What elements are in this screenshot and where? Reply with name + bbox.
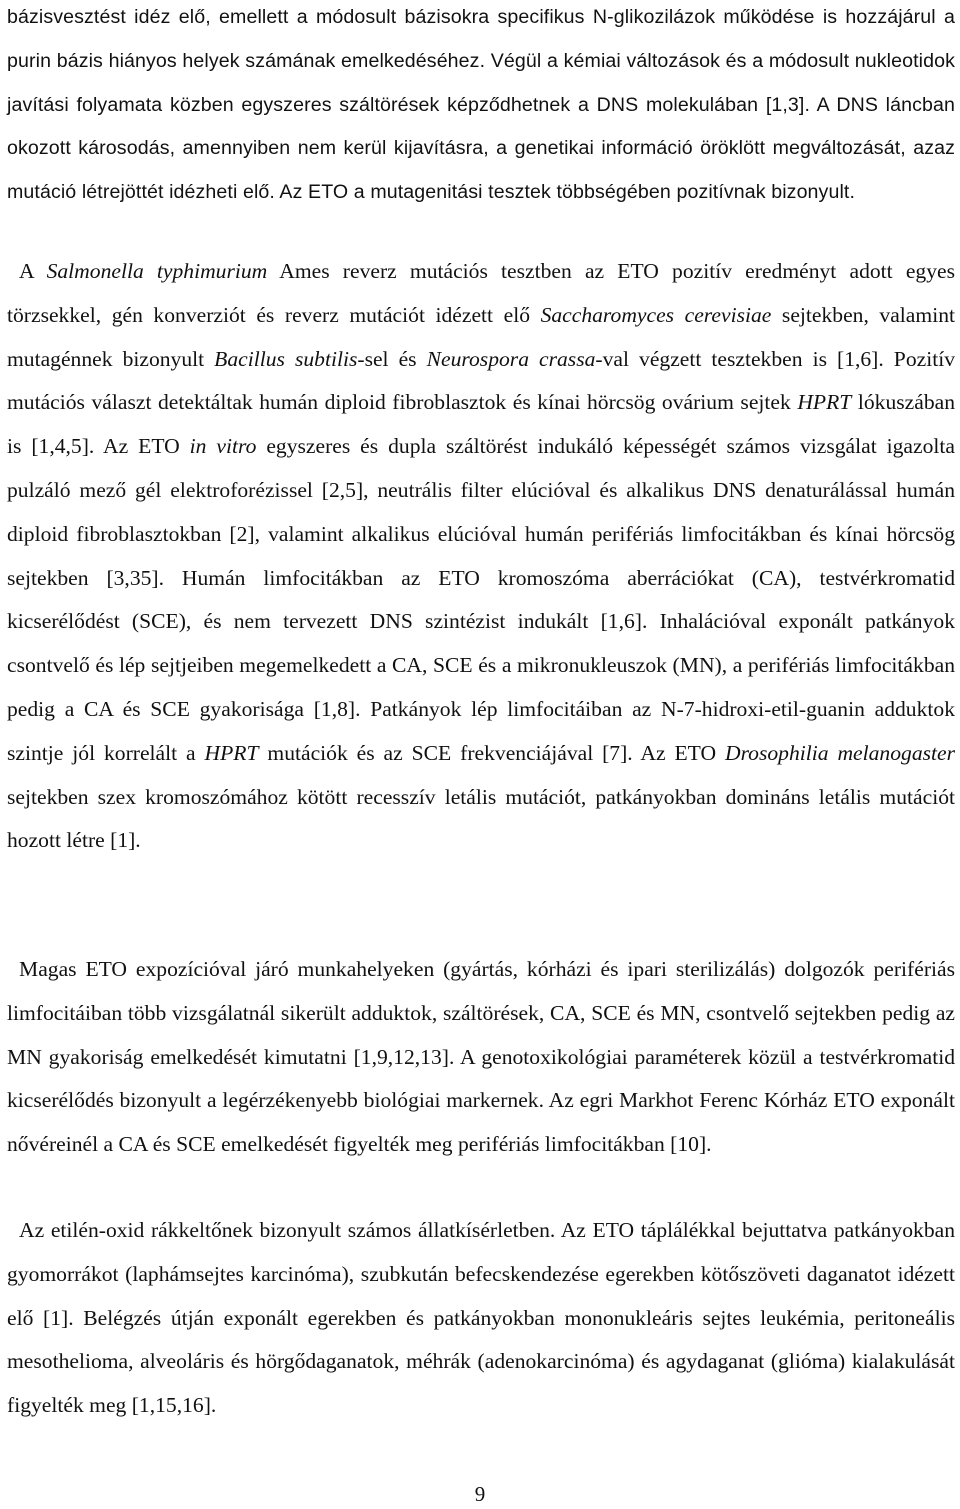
text-segment: egyszeres és dupla száltörést indukáló képességét számos vizsgálat igazolta pulzáló mező gél elektroforézissel [2,5], neutrális filter elúcióval és alkalikus DNS denaturálással humán diploid fibroblasztokban [2], valamint alkalikus elúcióval humán perifériás limfocitákban és kínai hörcsög sejtekben [3,35]. Humán limfocitákban az ETO kromoszóma aberrációkat (CA), testvérkromatid kicserélődést (SCE), és nem tervezett DNS szintézist indukált [1,6]. Inhalációval exponált patkányok csontvelő és lép sejtjeiben megemelkedett a CA, SCE és a mikronukleuszok (MN), a perifériás limfocitákban pedig a CA és SCE gyakorisága [1,8]. Patkányok lép limfocitáiban az N-7-hidroxi-etil-guanin adduktok szintje jól korrelált a xyxy=(7,434,955,765)
paragraph-4-text: Az etilén-oxid rákkeltőnek bizonyult számos állatkísérletben. Az ETO táplálékkal bejuttatva patkányokban gyomorrákot (laphámsejtes karcinóma), szubkután befecskendezése egerekben kötőszöveti daganatot idézett elő [1]. Belégzés útján exponált egerekben és patkányokban mononukleáris sejtes leukémia, peritoneális mesothelioma, alveoláris és hörgődaganatok, méhrák (adenokarcinóma) és agydaganat (glióma) kialakulását figyelték meg [1,15,16]. xyxy=(7,1218,955,1418)
text-segment: -val végzett tesztekben is [1,6]. Pozitív mutációs választ detektáltak humán diploid fibroblasztok és kínai hörcsög ovárium sejtek xyxy=(7,346,955,415)
species-name: Drosophilia melanogaster xyxy=(724,740,956,765)
gene-name: HPRT xyxy=(797,390,852,415)
text-segment: sejtekben szex kromoszómához kötött recesszív letális mutációt, patkányokban domináns letális mutációt hozott létre [1]. xyxy=(7,784,955,853)
latin-term: in vitro xyxy=(189,434,257,459)
species-name: Saccharomyces cerevisiae xyxy=(540,302,772,327)
paragraph-4 xyxy=(7,1209,955,1428)
paragraph-3-text: Magas ETO expozícióval járó munkahelyeken (gyártás, kórházi és ipari sterilizálás) dolgozók perifériás limfocitáiban több vizsgálatnál sikerült adduktok, száltörések, CA, SCE és MN, csontvelő sejtekben pedig az MN gyakoriság emelkedését kimutatni [1,9,12,13]. A genotoxikológiai paraméterek közül a testvérkromatid kicserélődés bizonyult a legérzékenyebb biológiai markernek. Az egri Markhot Ferenc Kórház ETO exponált nővéreinél a CA és SCE emelkedését figyelték meg perifériás limfocitákban [10]. xyxy=(7,957,955,1157)
text-segment: mutációk és az SCE frekvenciájával [7]. Az ETO xyxy=(258,740,725,765)
paragraph-1 xyxy=(7,0,955,215)
text-segment: A xyxy=(19,259,47,283)
species-name: Salmonella typhimurium xyxy=(46,259,268,283)
text-segment: Ames reverz mutációs tesztben az ETO pozitív eredményt adott egyes törzsekkel, gén konverziót és reverz mutációt idézett elő xyxy=(7,259,955,327)
text-segment: lókuszában is [1,4,5]. Az ETO xyxy=(7,390,955,459)
gene-name: HPRT xyxy=(204,740,259,765)
paragraph-2 xyxy=(7,250,955,863)
text-segment: sejtekben, valamint mutagénnek bizonyult xyxy=(7,302,955,371)
page-number: 9 xyxy=(474,1482,486,1506)
paragraph-3 xyxy=(7,948,955,1167)
species-name: Neurospora crassa xyxy=(426,346,596,371)
paragraph-1-text: bázisvesztést idéz elő, emellett a módosult bázisokra specifikus N-glikozilázok működése is hozzájárul a purin bázis hiányos helyek számának emelkedéséhez. Végül a kémiai változások és a módosult nukleotidok javítási folyamata közben egyszeres száltörések képződhetnek a DNS molekulában [1,3]. A DNS láncban okozott károsodás, amennyiben nem kerül kijavításra, a genetikai információ öröklött megváltozását, azaz mutáció létrejöttét idézheti elő. Az ETO a mutagenitási tesztek többségében pozitívnak bizonyult. xyxy=(7,6,955,204)
species-name: Bacillus subtilis xyxy=(214,346,358,371)
text-segment: -sel és xyxy=(357,346,427,371)
